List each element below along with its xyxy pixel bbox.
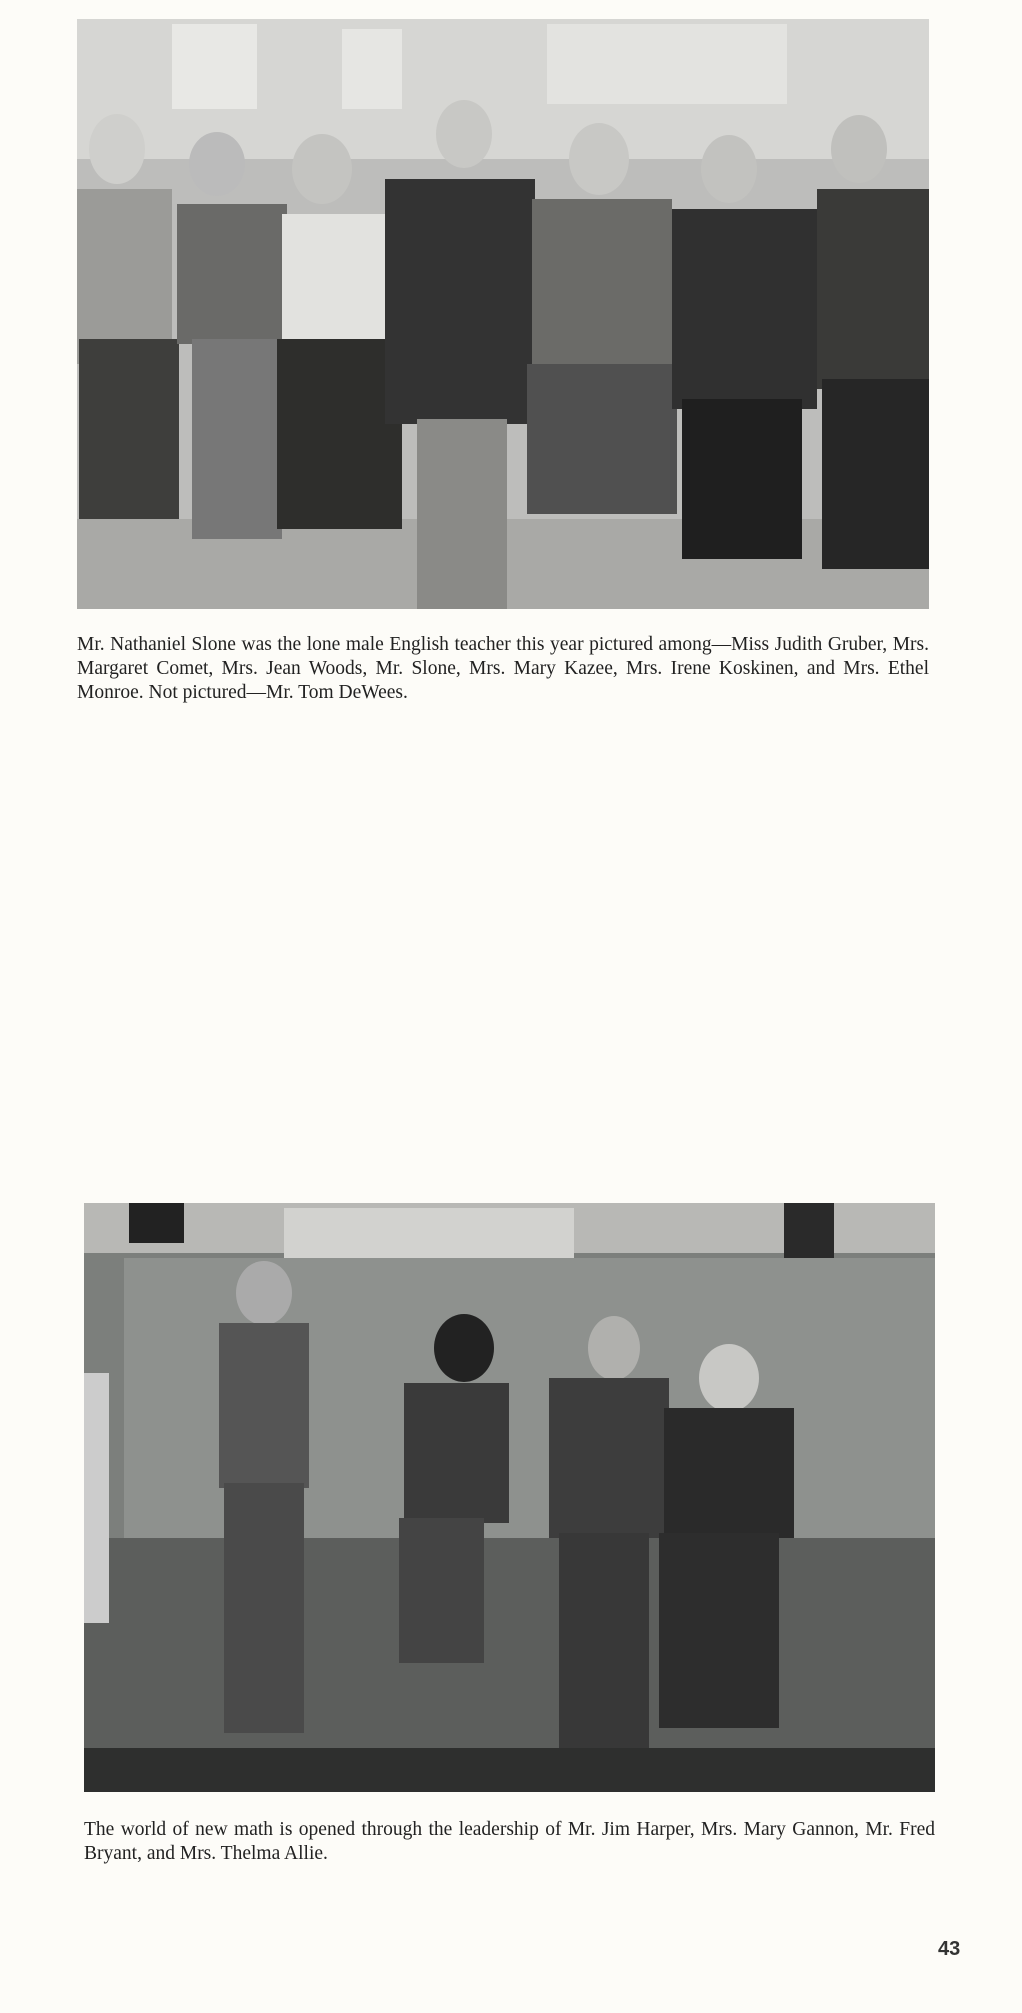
photo-caption-english: Mr. Nathaniel Slone was the lone male English teacher this year pictured among—Miss Judith Gruber, Mrs. Margaret Comet, Mrs. Jean Woods, Mr. Slone, Mrs. Mary Kazee, Mrs. Irene Koskinen, and Mrs. Ethel Monroe. Not pictured—Mr. Tom DeWees. bbox=[77, 634, 929, 703]
photo-caption-math: The world of new math is opened through the leadership of Mr. Jim Harper, Mrs. Mary Gannon, Mr. Fred Bryant, and Mrs. Thelma Allie. bbox=[84, 1819, 935, 1864]
english-teachers-photo bbox=[77, 19, 929, 609]
math-teachers-photo bbox=[84, 1203, 935, 1792]
page-number: 43 bbox=[938, 1938, 961, 1960]
